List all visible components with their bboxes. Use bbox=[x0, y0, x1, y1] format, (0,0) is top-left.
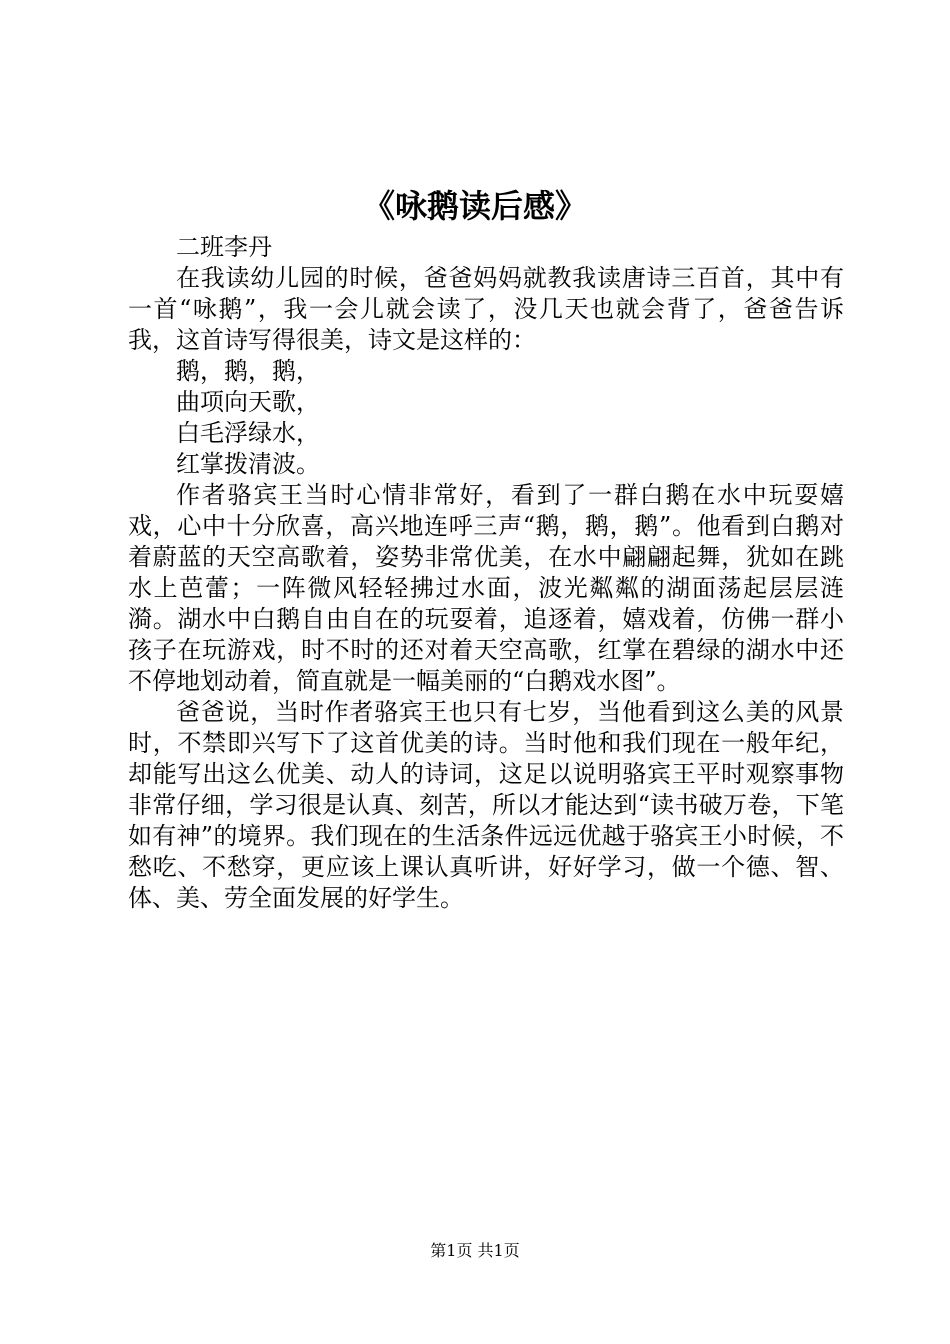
author-line: 二班李丹 bbox=[176, 233, 272, 261]
poem-line-4: 红掌拨清波。 bbox=[176, 450, 320, 478]
paragraph-description: 作者骆宾王当时心情非常好，看到了一群白鹅在水中玩耍嬉戏，心中十分欣喜，高兴地连呼三声“鹅，鹅，鹅”。他看到白鹅对着蔚蓝的天空高歌着，姿势非常优美，在水中翩翩起舞，犹如在跳水上芭蕾；一阵微风轻轻拂过水面，波光粼粼的湖面荡起层层涟漪。湖水中白鹅自由自在的玩耍着，追逐着，嬉戏着，仿佛一群小孩子在玩游戏，时不时的还对着天空高歌，红掌在碧绿的湖水中还不停地划动着，简直就是一幅美丽的“白鹅戏水图”。 bbox=[128, 481, 844, 695]
page-footer: 第1页 共1页 bbox=[430, 1241, 520, 1260]
poem-line-1: 鹅，鹅，鹅， bbox=[176, 357, 320, 385]
document-body bbox=[128, 232, 844, 914]
paragraph-intro: 在我读幼儿园的时候，爸爸妈妈就教我读唐诗三百首，其中有一首“咏鹅”，我一会儿就会读了，没几天也就会背了，爸爸告诉我，这首诗写得很美，诗文是这样的： bbox=[128, 264, 844, 354]
paragraph-reflection: 爸爸说，当时作者骆宾王也只有七岁，当他看到这么美的风景时，不禁即兴写下了这首优美的诗。当时他和我们现在一般年纪，却能写出这么优美、动人的诗词，这足以说明骆宾王平时观察事物非常仔细，学习很是认真、刻苦，所以才能达到“读书破万卷，下笔如有神”的境界。我们现在的生活条件远远优越于骆宾王小时候，不愁吃、不愁穿，更应该上课认真听讲，好好学习，做一个德、智、体、美、劳全面发展的好学生。 bbox=[128, 698, 844, 912]
poem-line-3: 白毛浮绿水， bbox=[176, 419, 320, 447]
poem-line-2: 曲项向天歌， bbox=[176, 388, 320, 416]
document-title: 《咏鹅读后感》 bbox=[362, 187, 587, 225]
